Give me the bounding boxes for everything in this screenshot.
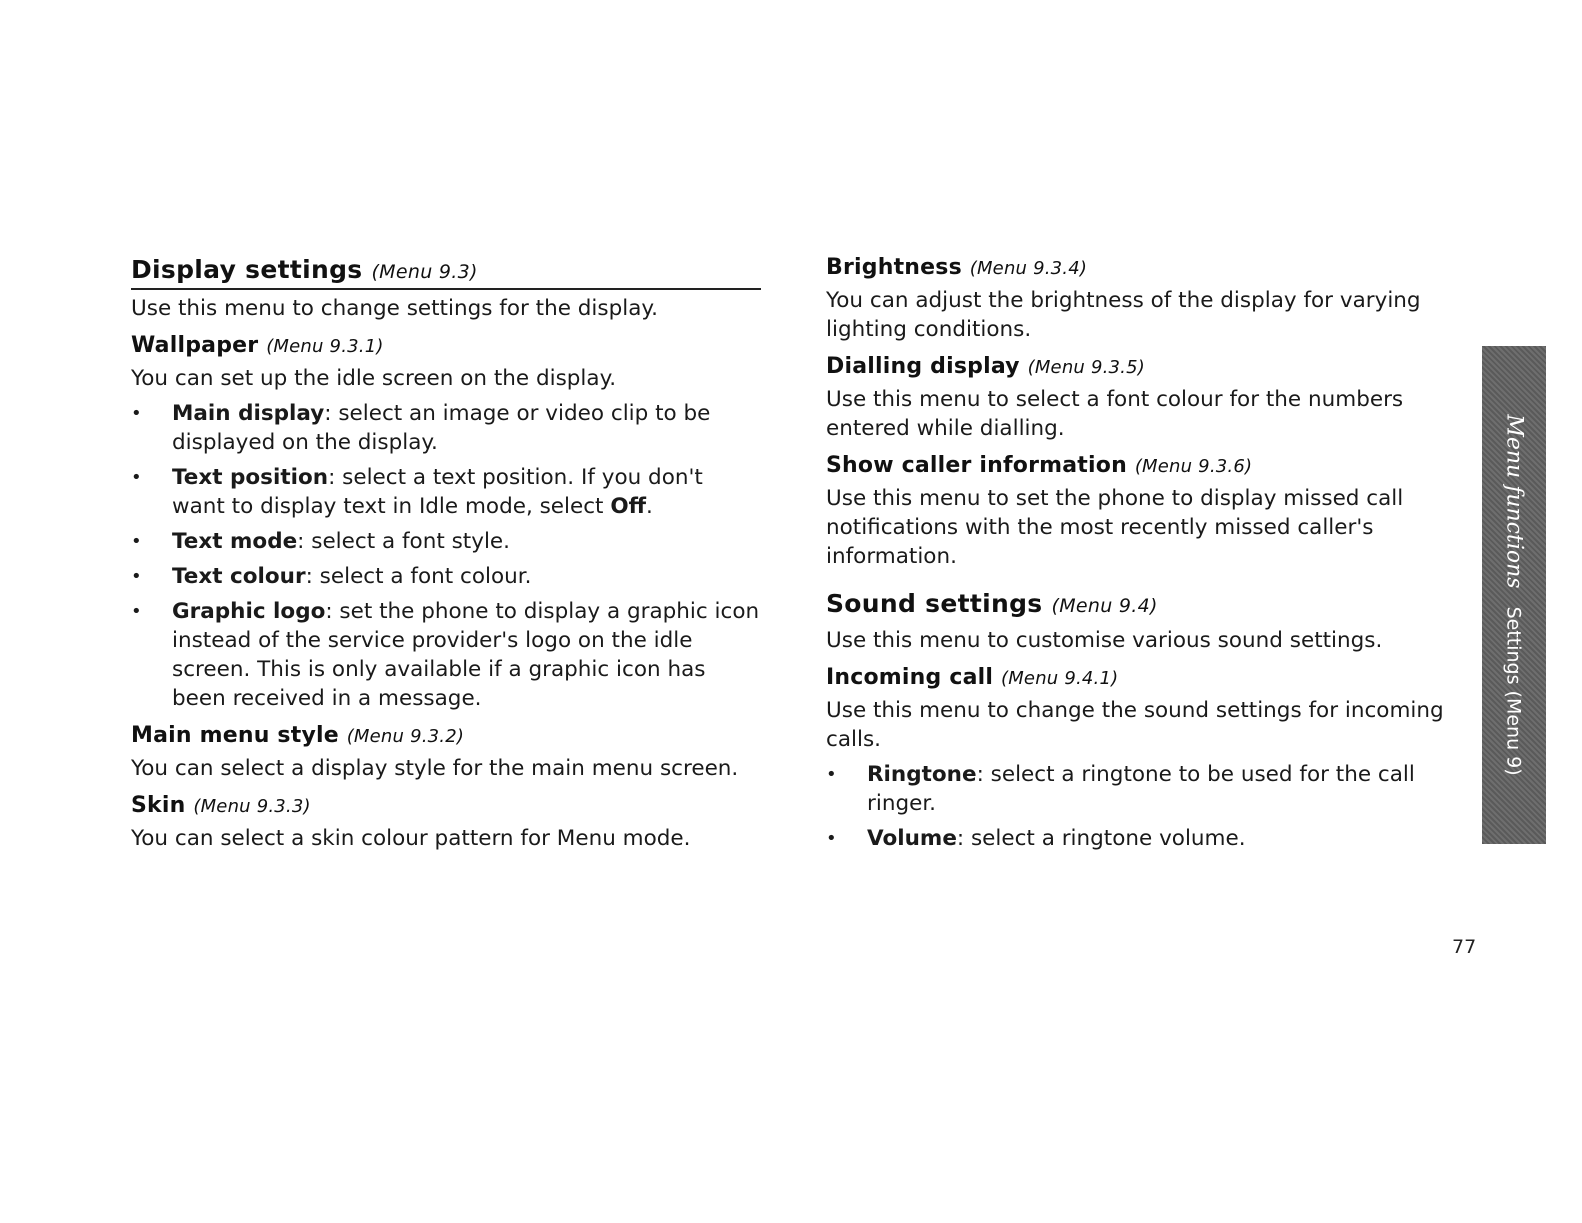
dialling-display-heading: Dialling display (Menu 9.3.5) bbox=[826, 354, 1145, 379]
wallpaper-desc: You can set up the idle screen on the display. bbox=[131, 366, 617, 391]
wallpaper-options-list bbox=[131, 399, 761, 713]
left-column bbox=[131, 255, 761, 859]
skin-heading: Skin (Menu 9.3.3) bbox=[131, 793, 311, 818]
list-item-graphic-logo: • Graphic logo: set the phone to display a graphic icon instead of the service provider's logo on the idle screen. This is only available if a graphic icon has been received in a message. bbox=[131, 597, 761, 713]
incoming-call-options-list bbox=[826, 760, 1456, 853]
wallpaper-heading: Wallpaper (Menu 9.3.1) bbox=[131, 333, 384, 358]
dialling-display-desc: Use this menu to select a font colour for the numbers entered while dialling. bbox=[826, 387, 1404, 441]
section-side-tab bbox=[1482, 346, 1546, 844]
list-item-volume: • Volume: select a ringtone volume. bbox=[826, 824, 1456, 853]
display-settings-heading: Display settings (Menu 9.3) bbox=[131, 255, 761, 290]
brightness-desc: You can adjust the brightness of the display for varying lighting conditions. bbox=[826, 288, 1421, 342]
sound-settings-heading: Sound settings (Menu 9.4) bbox=[826, 589, 1158, 618]
list-item-main-display: • Main display: select an image or video clip to be displayed on the display. bbox=[131, 399, 761, 457]
list-item-ringtone: • Ringtone: select a ringtone to be used for the call ringer. bbox=[826, 760, 1456, 818]
page-number: 77 bbox=[1452, 936, 1477, 958]
side-tab-chapter: Menu functions bbox=[1501, 414, 1527, 589]
show-caller-desc: Use this menu to set the phone to display missed call notifications with the most recently missed caller's information. bbox=[826, 486, 1404, 569]
right-column bbox=[826, 255, 1456, 859]
display-settings-intro: Use this menu to change settings for the display. bbox=[131, 296, 658, 321]
brightness-heading: Brightness (Menu 9.3.4) bbox=[826, 255, 1088, 280]
main-menu-style-heading: Main menu style (Menu 9.3.2) bbox=[131, 723, 465, 748]
main-menu-style-desc: You can select a display style for the main menu screen. bbox=[131, 756, 739, 781]
list-item-text-position: • Text position: select a text position. If you don't want to display text in Idle mode, select Off. bbox=[131, 463, 761, 521]
list-item-text-colour: • Text colour: select a font colour. bbox=[131, 562, 761, 591]
show-caller-heading: Show caller information (Menu 9.3.6) bbox=[826, 453, 1253, 478]
sound-settings-desc: Use this menu to customise various sound settings. bbox=[826, 628, 1383, 653]
skin-desc: You can select a skin colour pattern for Menu mode. bbox=[131, 826, 691, 851]
incoming-call-heading: Incoming call (Menu 9.4.1) bbox=[826, 665, 1119, 690]
incoming-call-desc: Use this menu to change the sound settings for incoming calls. bbox=[826, 698, 1444, 752]
side-tab-section: Settings (Menu 9) bbox=[1502, 606, 1525, 776]
list-item-text-mode: • Text mode: select a font style. bbox=[131, 527, 761, 556]
